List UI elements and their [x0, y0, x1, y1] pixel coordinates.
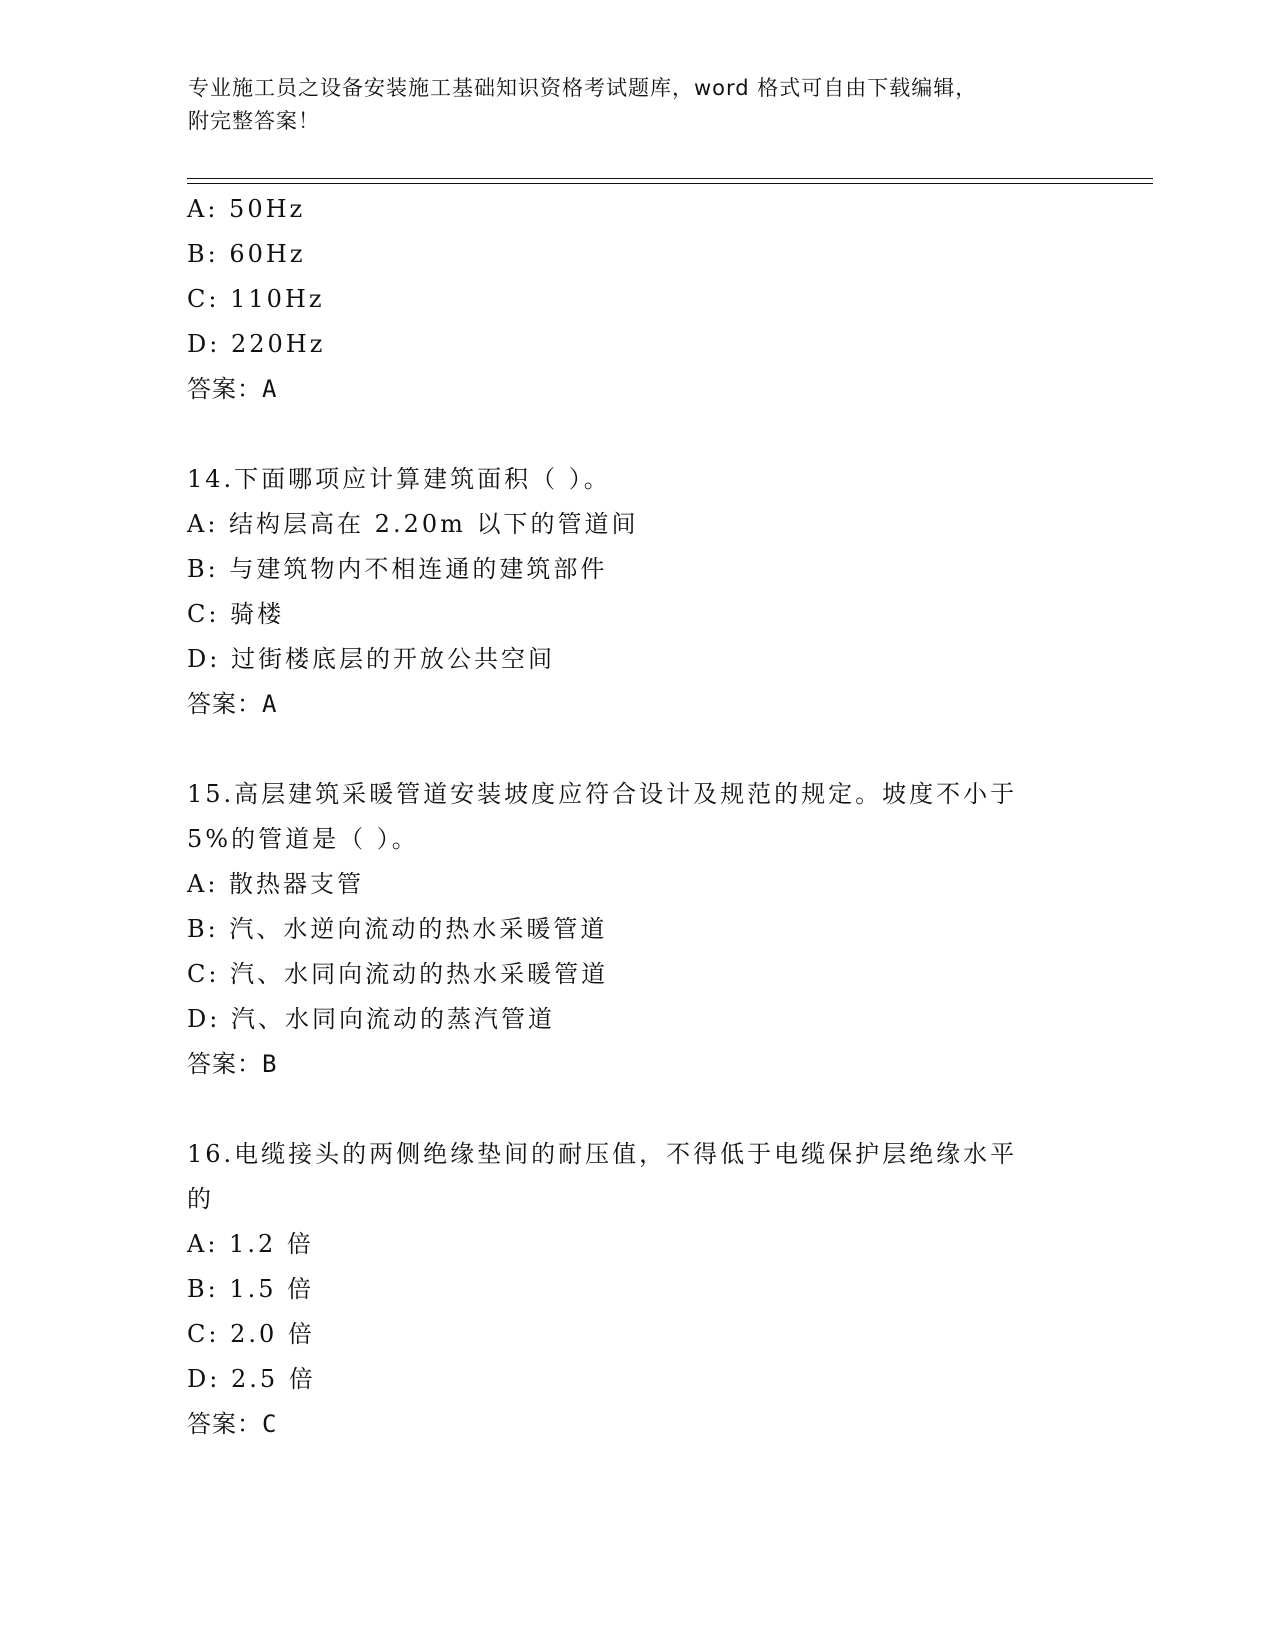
q13-option-c: C: 110Hz: [187, 285, 325, 313]
q14-option-c: C: 骑楼: [187, 600, 285, 628]
q15-option-c: C: 汽、水同向流动的热水采暖管道: [187, 960, 609, 988]
q14-option-d: D: 过街楼底层的开放公共空间: [187, 645, 555, 673]
q13-option-d: D: 220Hz: [187, 330, 326, 358]
header-line-2: 附完整答案！: [188, 109, 320, 133]
q16-option-a: A: 1.2 倍: [187, 1230, 314, 1258]
q15-option-b: B: 汽、水逆向流动的热水采暖管道: [187, 915, 608, 943]
q14-option-a: A: 结构层高在 2.20m 以下的管道间: [187, 510, 639, 538]
q13-option-a: A: 50Hz: [187, 195, 306, 223]
q16-option-c: C: 2.0 倍: [187, 1320, 315, 1348]
answer-value: C: [262, 1410, 278, 1438]
answer-label: 答案：: [187, 690, 262, 718]
q16-option-d: D: 2.5 倍: [187, 1365, 316, 1393]
answer-value: A: [262, 375, 278, 403]
q14-answer: [187, 689, 277, 719]
q14-option-b: B: 与建筑物内不相连通的建筑部件: [187, 555, 608, 583]
answer-label: 答案：: [187, 1410, 262, 1438]
answer-label: 答案：: [187, 375, 262, 403]
q13-answer: [187, 374, 277, 404]
answer-value: B: [262, 1050, 278, 1078]
q15-question-line-1: 15.高层建筑采暖管道安装坡度应符合设计及规范的规定。坡度不小于: [187, 780, 1018, 808]
q16-question-line-2: 的: [187, 1185, 214, 1213]
answer-label: 答案：: [187, 1050, 262, 1078]
q15-option-a: A: 散热器支管: [187, 870, 365, 898]
q15-option-d: D: 汽、水同向流动的蒸汽管道: [187, 1005, 555, 1033]
q15-answer: [187, 1049, 277, 1079]
header-line-1: 专业施工员之设备安装施工基础知识资格考试题库，word 格式可自由下载编辑，: [188, 76, 978, 100]
q15-question-line-2: 5%的管道是（ ）。: [187, 825, 419, 853]
document-header: [188, 72, 1068, 138]
answer-value: A: [262, 690, 278, 718]
q13-option-b: B: 60Hz: [187, 240, 306, 268]
q16-option-b: B: 1.5 倍: [187, 1275, 315, 1303]
header-divider-bottom: [187, 183, 1153, 184]
q16-answer: [187, 1409, 277, 1439]
q14-question: 14.下面哪项应计算建筑面积（ ）。: [187, 465, 611, 493]
q16-question-line-1: 16.电缆接头的两侧绝缘垫间的耐压值，不得低于电缆保护层绝缘水平: [187, 1140, 1018, 1168]
header-divider-top: [187, 178, 1153, 179]
